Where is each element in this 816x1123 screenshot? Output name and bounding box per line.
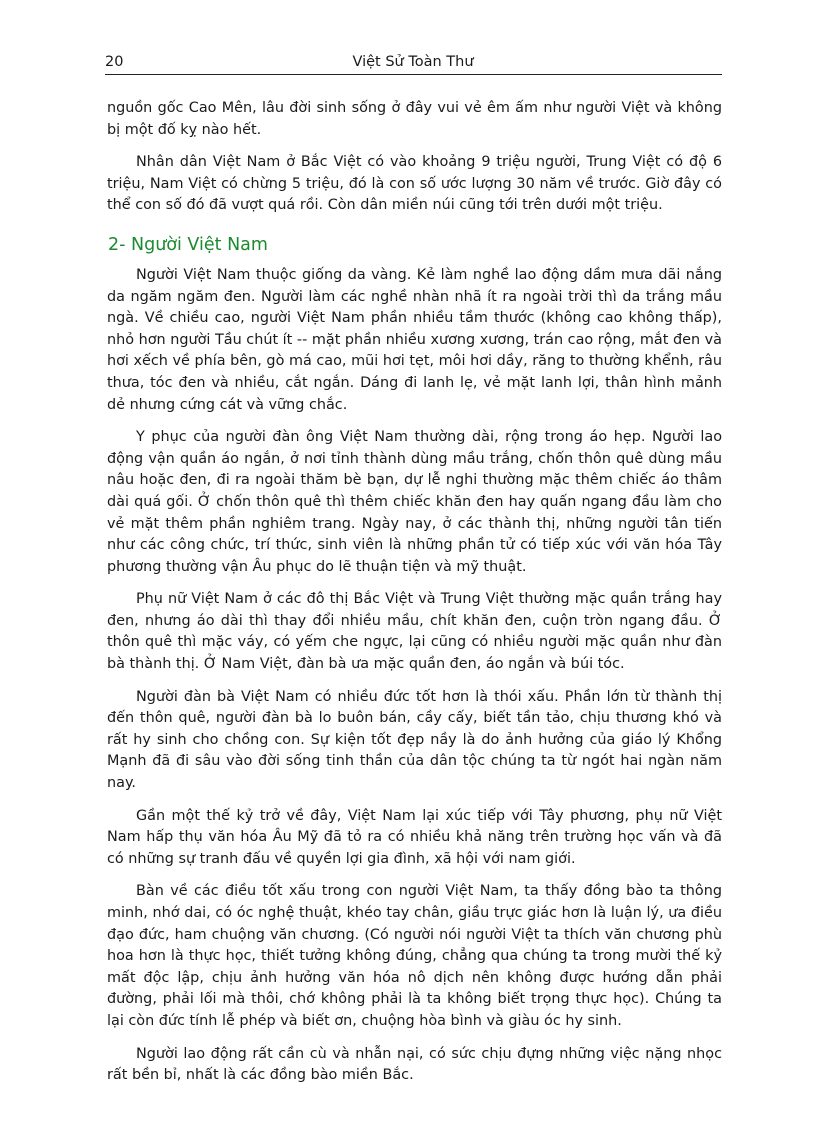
paragraph-appearance: Người Việt Nam thuộc giống da vàng. Kẻ làm nghề lao động dầm mưa dãi nắng da ngăm ngăm đen. Người làm các nghề nhàn nhã ít ra ngoài trời thì da trắng mầu ngà. Về chiều cao, người Việt Nam phần nhiều tầm thước (không cao không thấp), nhỏ hơn người Tầu chút ít -- mặt phần nhiều xương xương, trán cao rộng, mắt đen và hơi xếch về phía bên, gò má cao, mũi hơi tẹt, môi hơi dầy, răng to thường khểnh, râu thưa, tóc đen và nhiều, cắt ngắn. Dáng đi lanh lẹ, vẻ mặt lanh lợi, thân hình mảnh dẻ nhưng cứng cát và vững chắc. <box>107 266 722 413</box>
section-heading: 2- Người Việt Nam <box>108 234 268 255</box>
paragraph-mens-clothing: Y phục của người đàn ông Việt Nam thường dài, rộng trong áo hẹp. Người lao động vận quần áo ngắn, ở nơi tỉnh thành dùng mầu trắng, chốn thôn quê dùng mầu nâu hoặc đen, đi ra ngoài thăm bè bạn, dự lễ nghi thường mặc thêm chiếc áo thâm dài quá gối. Ở chốn thôn quê thì thêm chiếc khăn đen hay quấn ngang đầu làm cho vẻ mặt thêm phần nghiêm trang. Ngày nay, ở các thành thị, những người tân tiến như các công chức, trí thức, sinh viên là những phần tử có tiếp xúc với văn hóa Tây phương thường vận Âu phục do lẽ thuận tiện và mỹ thuật. <box>107 429 722 575</box>
paragraph-womens-clothing: Phụ nữ Việt Nam ở các đô thị Bắc Việt và Trung Việt thường mặc quần trắng hay đen, nhưng áo dài thì thay đổi nhiều mầu, chít khăn đen, cuộn tròn ngang đầu. Ở thôn quê thì mặc váy, có yếm che ngực, lại cũng có nhiều người mặc quần như đàn bà thành thị. Ở Nam Việt, đàn bà ưa mặc quần đen, áo ngắn và búi tóc. <box>107 591 722 673</box>
page-number: 20 <box>105 54 124 70</box>
header-divider <box>105 74 722 75</box>
paragraph-continued: nguồn gốc Cao Mên, lâu đời sinh sống ở đây vui vẻ êm ấm như người Việt và không bị một đố kỵ nào hết. <box>107 100 722 138</box>
paragraph-laborers: Người lao động rất cần cù và nhẫn nại, có sức chịu đựng những việc nặng nhọc rất bền bỉ, nhất là các đồng bào miền Bắc. <box>107 1045 722 1084</box>
paragraph-population: Nhân dân Việt Nam ở Bắc Việt có vào khoảng 9 triệu người, Trung Việt có độ 6 triệu, Nam Việt có chừng 5 triệu, đó là con số ước lượng 30 năm về trước. Giờ đây có thể con số đó đã vượt quá rồi. Còn dân miền núi cũng tới trên dưới một triệu. <box>107 154 722 214</box>
body-text <box>107 98 722 1098</box>
page-header <box>105 53 721 75</box>
running-title: Việt Sử Toàn Thư <box>352 54 474 70</box>
paragraph-western-contact: Gần một thế kỷ trở về đây, Việt Nam lại xúc tiếp với Tây phương, phụ nữ Việt Nam hấp thụ văn hóa Âu Mỹ đã tỏ ra có nhiều khả năng trên trường học vấn và đã có những sự tranh đấu về quyền lợi gia đình, xã hội với nam giới. <box>107 807 722 867</box>
paragraph-womens-virtues: Người đàn bà Việt Nam có nhiều đức tốt hơn là thói xấu. Phần lớn từ thành thị đến thôn quê, người đàn bà lo buôn bán, cầy cấy, biết tần tảo, chịu thương khó và rất hy sinh cho chồng con. Sự kiện tốt đẹp nầy là do ảnh hưởng của giáo lý Khổng Mạnh đã đi sâu vào đời sống tinh thần của dân tộc chúng ta từ ngót hai ngàn năm nay. <box>107 688 722 792</box>
paragraph-character: Bàn về các điều tốt xấu trong con người Việt Nam, ta thấy đồng bào ta thông minh, nhớ dai, có óc nghệ thuật, khéo tay chân, giầu trực giác hơn là luận lý, ưa điều đạo đức, ham chuộng văn chương. (Có người nói người Việt ta thích văn chương phù hoa hơn là thực học, thiết tưởng không đúng, chẳng qua chúng ta trong mười thế kỷ mất độc lập, chịu ảnh hưởng văn hóa nô dịch nên không được hướng dẫn phải đường, phải lối mà thôi, chớ không phải là ta không biết trọng thực học). Chúng ta lại còn đức tính lễ phép và biết ơn, chuộng hòa bình và giàu óc hy sinh. <box>107 883 722 1029</box>
